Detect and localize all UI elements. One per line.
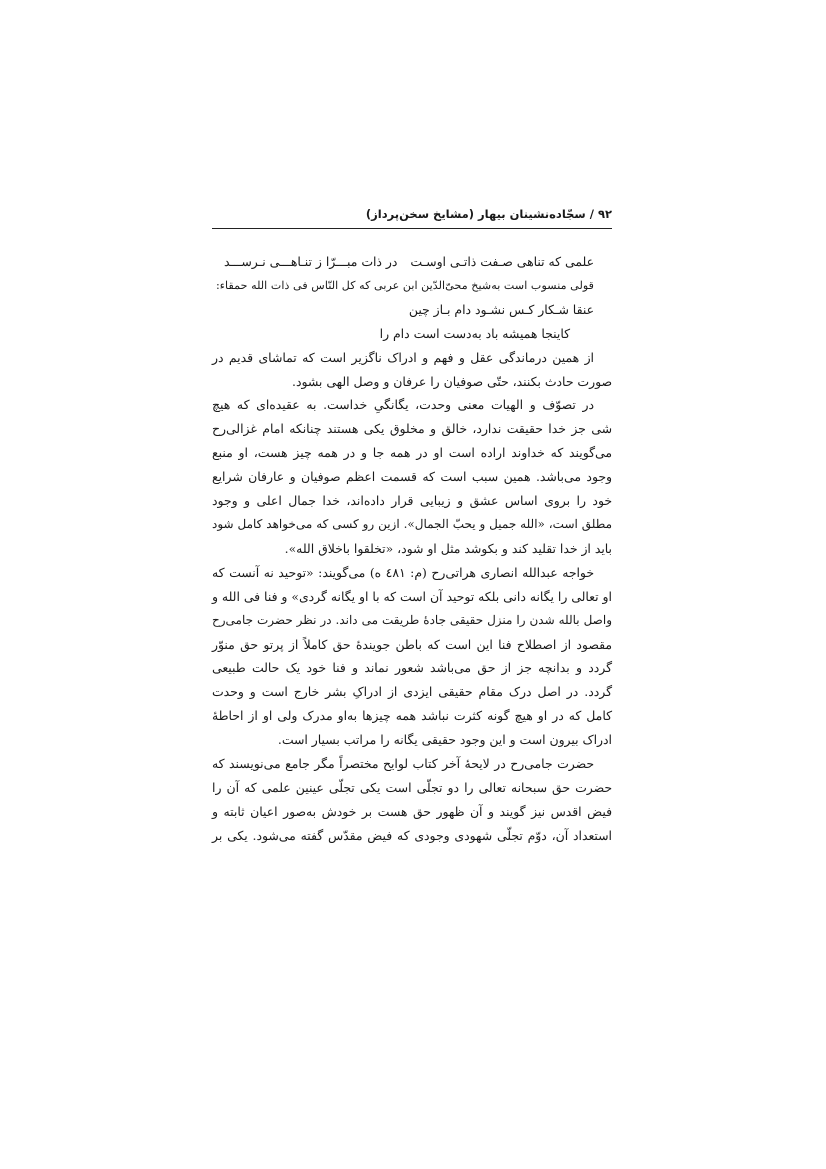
text-line: از همین درماندگی عقل و فهم و ادراک ناگزیر است که تماشای قدیم در (212, 349, 594, 365)
text-line: گردد. در اصل درک مقام حقیقی ایزدی از ادراکِ بشر خارج است و وحدت (212, 684, 612, 700)
text-line: خود را بروی اساس عشق و زیبایی قرار داده‌اند، خدا جمال اعلی و وجود (212, 493, 612, 509)
text-line: خواجه عبدالله انصاری هراتی‌رح (م: ٤٨١ ه) می‌گویند: «توحید نه آنست که (212, 564, 594, 580)
text-line: حضرت جامی‌رح در لایحهٔ آخر کتاب لوایح مختصراً مگر جامع می‌نویسند که (212, 756, 594, 772)
text-line: شی جز خدا حقیقت ندارد، خالق و مخلوق یکی هستند چنانکه امام غزالی‌رح (212, 421, 612, 437)
text-line: او تعالی را یگانه دانی بلکه توحید آن است که با او یگانه گردی» و فنا فی الله و (212, 588, 612, 604)
paragraph (212, 561, 612, 752)
text-line: واصل بالله شدن را منزل حقیقی جادهٔ طریقت می داند. در نظر حضرت جامی‌رح (212, 612, 612, 627)
text-line: در تصوّف و الهیات معنی وحدت، یگانگیِ خداست. به عقیده‌ای که هیچ (212, 397, 594, 413)
text-line: صورت حادث بکنند، حتّی صوفیان را عرفان و وصل الهی بشود. (292, 373, 612, 389)
text-line: گردد و بدانچه جز از حق می‌باشد شعور نماند و فنا خود یک حالت طبیعی (212, 660, 612, 676)
verse-hemistich-left: در ذات مبـــرّا ز تنـاهـــی نـرســـد (224, 254, 398, 269)
verse-line: عنقا شـکار کـس نشـود دام بـاز چین (408, 301, 594, 317)
running-head: ۹۲ / سجّاده‌نشینان بیهار (مشایخ سخن‌پرداز) (365, 207, 612, 221)
text-line: باید از خدا تقلید کند و بکوشد مثل او شود، «تخلقوا باخلاق الله». (284, 540, 612, 556)
text-line: حضرت حق سبحانه تعالی را دو تجلّی است یکی تجلّی عینین علمی که آن را (212, 779, 612, 795)
text-line: استعداد آن، دوّم تجلّی شهودی وجودی که فیض مقدّس گفته می‌شود. یکی بر (212, 827, 612, 843)
verse-line: کاینجا همیشه باد به‌دست است دام را (379, 325, 570, 341)
body-text (212, 250, 612, 848)
header-rule (212, 228, 612, 229)
verse-couplet (212, 250, 612, 274)
text-line: کامل که در او هیچ گونه کثرت نباشد همه چیزها به‌او مدرک ولی او از احاطهٔ (212, 708, 612, 724)
paragraph (212, 752, 612, 848)
text-line: می‌گویند که خداوند اراده است او در همه جا و در همه چیز هست، او منبع (212, 445, 612, 461)
text-line: وجود می‌باشد. همین سبب است که قسمت اعظم صوفیان و عارفان شرایع (212, 469, 612, 485)
paragraph (212, 346, 612, 394)
paragraph (212, 393, 612, 560)
text-line: ادراک بیرون است و این وجود حقیقی یگانه را مراتب بسیار است. (277, 732, 612, 748)
text-line: مقصود از اصطلاح فنا این است که باطن جویندهٔ حق کاملاً از پرتو حق منوّر (212, 636, 612, 652)
text-line: فیض اقدس نیز گویند و آن ظهور حق هست بر خودش به‌صور اعیان ثابته و (212, 803, 612, 819)
text-line: مطلق است، «الله جمیل و یحبّ الجمال». ازین رو کسی که می‌خواهد کامل شود (212, 516, 612, 531)
quote-intro-line: قولی منسوب است به‌شیخ محیّ‌الدّین ابن عربی که کل النّاس فی ذات الله حمقاء: (216, 278, 594, 292)
verse-hemistich-right: علمی که تناهی صـفت ذاتـی اوسـت (410, 254, 594, 269)
